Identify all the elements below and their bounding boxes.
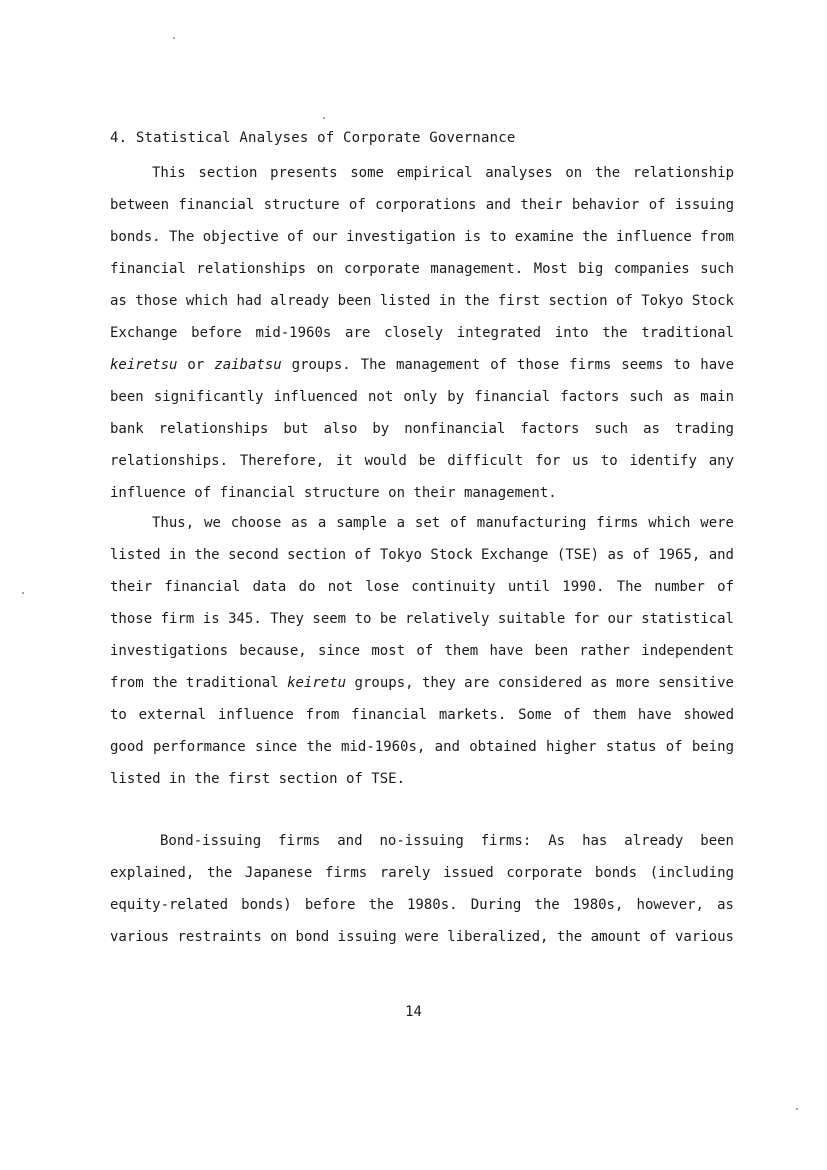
paragraph-line: explained, the Japanese firms rarely issued corporate bonds (including — [110, 865, 734, 881]
paragraph-line: as those which had already been listed in the first section of Tokyo Stock — [110, 293, 734, 309]
paragraph-line: This section presents some empirical analyses on the relationship — [152, 165, 734, 181]
paragraph-line: various restraints on bond issuing were liberalized, the amount of various — [110, 929, 734, 945]
paragraph-line: listed in the first section of TSE. — [110, 771, 406, 787]
section-heading: 4. Statistical Analyses of Corporate Governance — [110, 130, 516, 146]
paragraph-line: Bond-issuing firms and no-issuing firms: As has already been — [160, 833, 734, 849]
paragraph-line: relationships. Therefore, it would be difficult for us to identify any — [110, 453, 734, 469]
italic-term: keiretsu — [110, 357, 178, 373]
paragraph-line: good performance since the mid-1960s, and obtained higher status of being — [110, 739, 734, 755]
scan-speck — [796, 1108, 798, 1110]
paragraph-line: financial relationships on corporate management. Most big companies such — [110, 261, 734, 277]
paragraph-line: those firm is 345. They seem to be relatively suitable for our statistical — [110, 611, 734, 627]
paragraph-line: their financial data do not lose continuity until 1990. The number of — [110, 579, 734, 595]
italic-term: keiretu — [287, 675, 347, 691]
paragraph-line: equity-related bonds) before the 1980s. During the 1980s, however, as — [110, 897, 734, 913]
scan-speck — [22, 592, 24, 594]
paragraph-line: between financial structure of corporations and their behavior of issuing — [110, 197, 734, 213]
page-number: 14 — [405, 1004, 422, 1020]
paragraph-line: Thus, we choose as a sample a set of manufacturing firms which were — [152, 515, 734, 531]
paragraph-line: Exchange before mid-1960s are closely integrated into the traditional — [110, 325, 734, 341]
paragraph-line: from the traditional keiretu groups, they are considered as more sensitive — [110, 675, 734, 691]
paragraph-line: been significantly influenced not only by financial factors such as main — [110, 389, 734, 405]
italic-term: zaibatsu — [214, 357, 282, 373]
paragraph-line: listed in the second section of Tokyo Stock Exchange (TSE) as of 1965, and — [110, 547, 734, 563]
scan-speck — [323, 117, 325, 119]
paragraph-line: bank relationships but also by nonfinancial factors such as trading — [110, 421, 734, 437]
paragraph-line: influence of financial structure on their management. — [110, 485, 557, 501]
paragraph-line: bonds. The objective of our investigation is to examine the influence from — [110, 229, 734, 245]
paragraph-line: investigations because, since most of them have been rather independent — [110, 643, 734, 659]
scan-speck — [173, 37, 175, 39]
paragraph-line: keiretsu or zaibatsu groups. The management of those firms seems to have — [110, 357, 734, 373]
paragraph-line: to external influence from financial markets. Some of them have showed — [110, 707, 734, 723]
